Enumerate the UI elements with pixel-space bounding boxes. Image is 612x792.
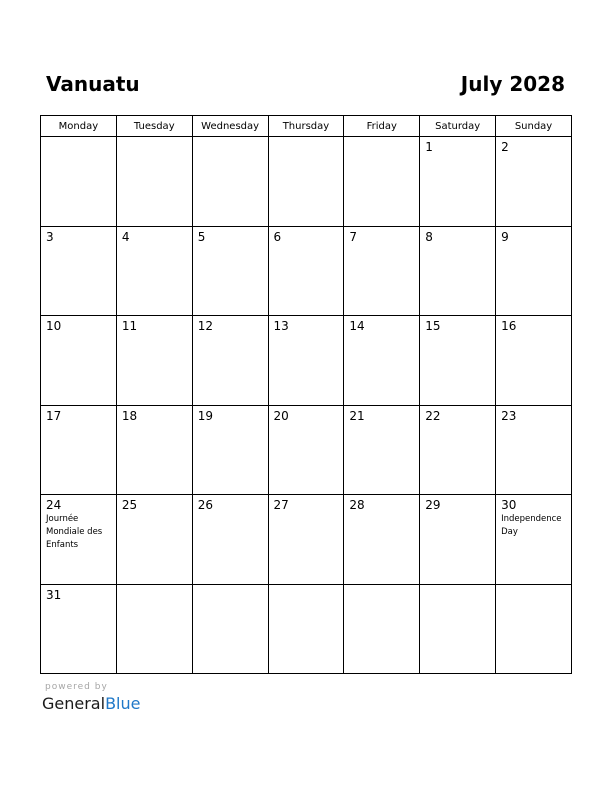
day-number — [269, 585, 344, 588]
day-cell — [420, 584, 496, 674]
day-number: 6 — [273, 229, 282, 244]
day-number: 17 — [46, 408, 62, 423]
day-number: 9 — [501, 229, 509, 244]
day-number: 1 — [425, 140, 433, 154]
day-number: 28 — [349, 498, 365, 512]
calendar-grid — [40, 115, 572, 674]
week-row-3 — [41, 316, 572, 406]
day-cell — [41, 137, 117, 227]
day-cell — [344, 405, 420, 495]
day-number: 3 — [46, 229, 54, 244]
day-cell — [268, 495, 344, 585]
day-number: 13 — [273, 319, 289, 333]
weekday-header-monday: Monday — [41, 116, 117, 137]
month-title: July 2028 — [460, 72, 565, 96]
logo-text-general: General — [42, 694, 106, 713]
weekday-header-friday: Friday — [344, 116, 420, 137]
day-number: 27 — [273, 498, 289, 512]
day-cell — [344, 584, 420, 674]
day-cell — [192, 405, 268, 495]
day-number — [193, 137, 268, 140]
day-cell — [496, 137, 572, 227]
logo-text-blue: Blue — [105, 694, 141, 713]
day-cell — [192, 226, 268, 316]
weekday-header-thursday: Thursday — [268, 116, 344, 137]
day-number: 4 — [121, 229, 130, 244]
day-number — [269, 137, 344, 140]
day-cell — [41, 584, 117, 674]
day-number: 30 — [501, 498, 517, 512]
day-cell — [41, 495, 117, 585]
day-cell — [420, 137, 496, 227]
day-number: 29 — [425, 498, 441, 512]
day-number: 5 — [197, 229, 206, 244]
week-row-4 — [41, 405, 572, 495]
day-cell — [192, 495, 268, 585]
day-number: 31 — [46, 587, 62, 602]
day-cell — [192, 316, 268, 406]
day-number — [117, 585, 192, 588]
day-cell — [344, 316, 420, 406]
day-number: 18 — [121, 408, 138, 423]
day-cell — [420, 405, 496, 495]
day-number: 25 — [121, 498, 138, 512]
day-number: 20 — [273, 408, 289, 423]
week-row-6 — [41, 584, 572, 674]
holiday-label: Journée Mondiale des Enfants — [46, 514, 103, 550]
weekday-header-row — [41, 116, 572, 137]
day-cell — [496, 226, 572, 316]
day-cell — [420, 495, 496, 585]
day-number: 12 — [197, 319, 213, 333]
day-cell — [496, 495, 572, 585]
weekday-header-sunday: Sunday — [496, 116, 572, 137]
day-cell — [496, 405, 572, 495]
day-cell — [268, 405, 344, 495]
day-cell — [116, 584, 192, 674]
day-number: 19 — [197, 408, 213, 423]
day-cell — [268, 316, 344, 406]
day-number — [496, 585, 571, 588]
day-number — [193, 585, 268, 588]
powered-by-text: powered by — [45, 682, 108, 692]
day-cell — [41, 316, 117, 406]
day-cell — [116, 137, 192, 227]
day-cell — [41, 405, 117, 495]
day-cell — [496, 316, 572, 406]
day-cell — [192, 584, 268, 674]
day-number: 21 — [349, 408, 365, 423]
generalblue-logo[interactable] — [42, 694, 140, 714]
day-cell — [116, 405, 192, 495]
weekday-header-wednesday: Wednesday — [192, 116, 268, 137]
day-cell — [116, 495, 192, 585]
week-row-2 — [41, 226, 572, 316]
day-number: 23 — [501, 408, 517, 423]
day-number: 2 — [501, 140, 509, 154]
day-cell — [420, 316, 496, 406]
week-row-5 — [41, 495, 572, 585]
day-number: 11 — [121, 319, 138, 333]
day-cell — [116, 226, 192, 316]
day-cell — [116, 316, 192, 406]
day-cell — [268, 584, 344, 674]
day-number: 24 — [46, 498, 62, 512]
week-row-1 — [41, 137, 572, 227]
day-number — [41, 137, 116, 140]
day-number — [344, 585, 419, 588]
day-number: 26 — [197, 498, 213, 512]
day-number: 14 — [349, 319, 365, 333]
day-number: 7 — [349, 229, 358, 244]
day-cell — [268, 137, 344, 227]
day-cell — [268, 226, 344, 316]
day-cell — [496, 584, 572, 674]
day-number — [420, 585, 495, 588]
day-cell — [344, 137, 420, 227]
day-number: 10 — [46, 319, 62, 333]
day-number — [344, 137, 419, 140]
holiday-label: Independence Day — [501, 514, 562, 537]
day-number: 8 — [425, 229, 433, 244]
day-cell — [420, 226, 496, 316]
day-cell — [344, 226, 420, 316]
day-number: 15 — [425, 319, 441, 333]
day-number: 16 — [501, 319, 517, 333]
day-number: 22 — [425, 408, 441, 423]
country-title: Vanuatu — [46, 72, 140, 96]
weekday-header-saturday: Saturday — [420, 116, 496, 137]
weekday-header-tuesday: Tuesday — [116, 116, 192, 137]
day-cell — [41, 226, 117, 316]
day-cell — [344, 495, 420, 585]
day-number — [117, 137, 192, 140]
day-cell — [192, 137, 268, 227]
